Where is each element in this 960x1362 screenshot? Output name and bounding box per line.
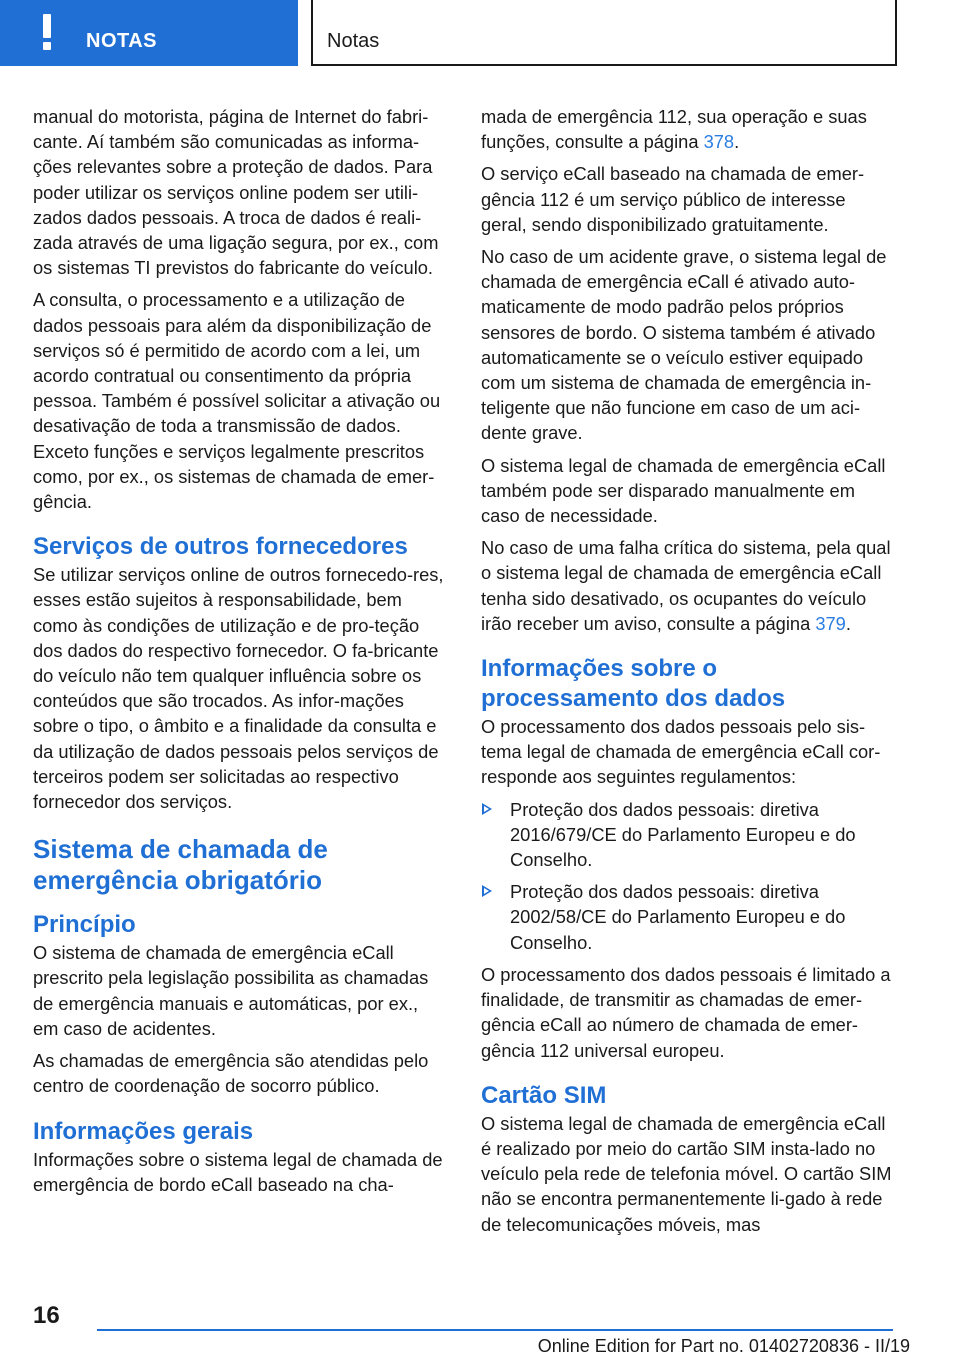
heading-sistema-chamada: Sistema de chamada de emergência obrigatório [33,834,328,896]
heading-cartao-sim: Cartão SIM [481,1081,607,1109]
page-number: 16 [33,1302,60,1329]
paragraph: O sistema legal de chamada de emergência eCall é realizado por meio do cartão SIM insta-lado no veículo pela rede de telefonia móvel. O cartão SIM não se encontra permanentemente li-gado à rede de telecomunicações móveis, mas [481,1112,892,1235]
paragraph: manual do motorista, página de Internet do fabri-cante. Aí também são comunicadas as informa-ções relevantes sobre a proteção de dados. Para poder utilizar os serviços online podem ser utili-zados dados pessoais. A troca de dados é reali-zada através de uma ligação segura, por ex., com os sistemas TI previstos do fabricante do veículo. [33,106,439,279]
paragraph: As chamadas de emergência são atendidas pelo centro de coordenação de socorro público. [33,1050,429,1097]
paragraph [481,535,894,636]
paragraph-end: . [734,131,740,153]
paragraph: A consulta, o processamento e a utilização de dados pessoais para além da disponibilização de serviços só é permitido de acordo com a lei, um acordo contratual ou consentimento da própria pessoa. Também é possível solicitar a ativação ou desativação de toda a transmissão de dados. Exceto funções e serviços legalmente prescritos como, por ex., os sistemas de chamada de emer-gência. [33,289,441,513]
list-item [481,797,894,873]
exclamation-icon [38,12,56,52]
heading-outros-fornecedores: Serviços de outros fornecedores [33,533,408,561]
triangle-bullet-icon [482,885,492,897]
page-link-378[interactable]: 378 [703,131,735,153]
right-column [481,104,894,1244]
footer-edition: Online Edition for Part no. 01402720836 - II/19 [537,1336,910,1356]
paragraph: O serviço eCall baseado na chamada de emer-gência 112 é um serviço público de interesse geral, sendo disponibilizado gratuitamente. [481,163,865,235]
triangle-bullet-icon [482,803,492,815]
page-link-379[interactable]: 379 [815,612,846,634]
footer-divider [97,1329,893,1331]
paragraph: O sistema de chamada de emergência eCall prescrito pela legislação possibilita as chamadas de emergência manuais e automáticas, por ex., em caso de acidentes. [33,942,429,1039]
paragraph: O processamento dos dados pessoais pelo sis-tema legal de chamada de emergência eCall cor-responde aos seguintes regulamentos: [481,716,881,788]
paragraph: Se utilizar serviços online de outros fornecedo-res, esses estão sujeitos à responsabilidade, bem como às condições de utilização e de pro-teção dos dados do respectivo fornecedor. O fa-bricante do veículo não tem qualquer influência sobre os conteúdos que são trocados. As infor-mações sobre o tipo, o âmbito e a finalidade da consulta e da utilização de dados pessoais pelos serviços de terceiros podem ser solicitadas ao respectivo fornecedor dos serviços. [33,564,444,813]
paragraph-text: mada de emergência 112, sua operação e suas funções, consulte a página [481,106,867,153]
section-header-bar [0,0,298,66]
heading-processamento-dados: Informações sobre o processamento dos dados [481,655,786,713]
list-item-text: Proteção dos dados pessoais: diretiva 2016/679/CE do Parlamento Europeu e do Conselho. [510,798,856,871]
left-column [33,104,446,1204]
paragraph-end: . [845,612,851,634]
heading-principio: Princípio [33,911,136,939]
paragraph: O sistema legal de chamada de emergência eCall também pode ser disparado manualmente em caso de necessidade. [481,454,886,527]
list-item-text: Proteção dos dados pessoais: diretiva 2002/58/CE do Parlamento Europeu e do Conselho. [510,881,846,953]
chapter-title: Notas [327,30,380,52]
paragraph: O processamento dos dados pessoais é limitado a finalidade, de transmitir as chamadas de emer-gência eCall ao número de chamada de emer-gência 112 universal europeu. [481,963,891,1061]
list-item [481,879,894,955]
section-title: NOTAS [86,30,158,52]
chapter-header [311,0,897,66]
paragraph: No caso de um acidente grave, o sistema legal de chamada de emergência eCall é ativado auto-maticamente de modo padrão pelos próprios sensores de bordo. O sistema também é ativado automaticamente se o veículo estiver equipado com um sistema de chamada de emergência in-teligente que não funcione em caso de um aci-dente grave. [481,246,887,444]
paragraph-text: No caso de uma falha crítica do sistema, pela qual o sistema legal de chamada de emergência eCall tenha sido desativado, os ocupantes do veículo irão receber um aviso, consulte a página [481,537,891,634]
paragraph [481,104,894,154]
regulation-list [481,797,894,955]
heading-informacoes-gerais: Informações gerais [33,1117,254,1145]
paragraph: Informações sobre o sistema legal de chamada de emergência de bordo eCall baseado na cha- [33,1148,443,1195]
